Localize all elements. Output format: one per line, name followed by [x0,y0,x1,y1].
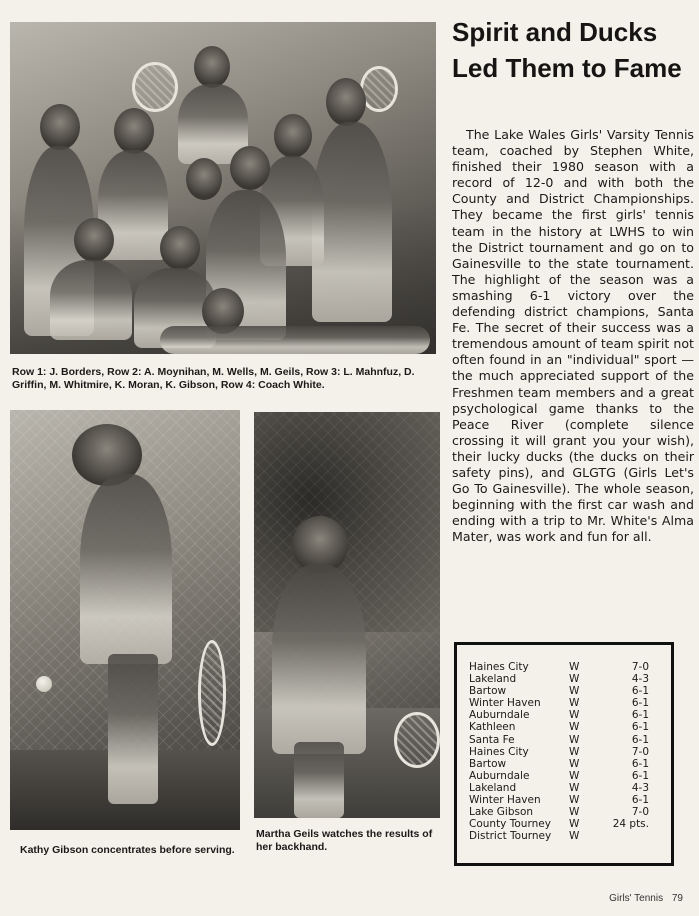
result-row [469,734,661,746]
result-row [469,758,661,770]
result-score: 6-1 [631,769,649,782]
result-opponent: District Tourney [469,830,552,843]
result-opponent: Lakeland [469,781,517,794]
section-name: Girls' Tennis [609,893,664,904]
result-opponent: Kathleen [469,721,516,734]
result-score: 6-1 [631,757,649,770]
result-score: 6-1 [631,709,649,722]
result-row [469,818,661,830]
result-score: 6-1 [631,697,649,710]
page-number: 79 [671,893,683,904]
result-row [469,830,661,842]
result-row [469,685,661,697]
result-opponent: Haines City [469,661,529,673]
result-row [469,806,661,818]
result-opponent: Lake Gibson [469,806,534,819]
result-row [469,770,661,782]
result-opponent: Bartow [469,757,507,770]
result-outcome: W [569,781,580,794]
result-score: 6-1 [631,794,649,807]
result-row [469,794,661,806]
result-score: 4-3 [631,781,649,794]
result-score: 4-3 [631,673,649,686]
result-outcome: W [569,806,580,819]
article-title: Spirit and Ducks Led Them to Fame [452,17,682,83]
result-score: 6-1 [631,721,649,734]
result-row [469,709,661,721]
result-outcome: W [569,757,580,770]
result-row [469,697,661,709]
result-score: 24 pts. [612,818,649,831]
result-row [469,661,661,673]
result-outcome: W [569,697,580,710]
result-outcome: W [569,794,580,807]
backhand-photo [254,412,440,818]
result-score: 6-1 [631,685,649,698]
result-outcome: W [569,709,580,722]
result-opponent: Bartow [469,685,507,698]
result-opponent: Auburndale [469,769,530,782]
result-outcome: W [569,685,580,698]
serving-photo-caption: Kathy Gibson concentrates before serving. [20,844,235,856]
result-score: 6-1 [631,733,649,746]
result-row [469,721,661,733]
backhand-photo-caption: Martha Geils watches the results of her backhand. [256,828,433,853]
team-photo-caption: Row 1: J. Borders, Row 2: A. Moynihan, M. Wells, M. Geils, Row 3: L. Mahnfuz, D. Griffin, M. Whitmire, K. Moran, K. Gibson, Row 4: Coach White. [12,366,415,391]
result-outcome: W [569,769,580,782]
result-score [609,830,661,842]
season-results-box [454,642,674,866]
result-score: 7-0 [631,806,649,819]
result-outcome: W [569,673,580,686]
result-opponent: Winter Haven [469,794,541,807]
result-opponent: Auburndale [469,709,530,722]
result-opponent: Haines City [469,745,529,758]
result-opponent: Winter Haven [469,697,541,710]
result-row [469,746,661,758]
serving-photo [10,410,240,830]
result-row [469,782,661,794]
result-score: 7-0 [631,661,649,673]
result-outcome: W [569,818,580,831]
page-footer [603,893,683,904]
season-results-table [469,661,661,842]
result-score: 7-0 [631,745,649,758]
result-outcome: W [569,721,580,734]
result-opponent: Lakeland [469,673,517,686]
result-outcome: W [569,733,580,746]
team-photo [10,22,436,354]
result-opponent: Santa Fe [469,733,515,746]
result-outcome: W [569,745,580,758]
result-outcome: W [569,661,580,673]
result-opponent: County Tourney [469,818,551,831]
result-outcome: W [569,830,580,843]
result-row [469,673,661,685]
article-body: The Lake Wales Girls' Varsity Tennis team, coached by Stephen White, finished their 1980 season with a record of 12-0 and with both the County and District Championships. They became the first girls' tennis team in the history at LWHS to win the District tournament and go on to Gainesville to the state tournament. The highlight of the season was a smashing 6-1 victory over the defending district champions, Santa Fe. The secret of their success was a tremendous amount of team spirit not often found in an "individual" sport — the much appreciated support of the Freshmen team members and a great psychological game thanks to the Peace River (complete silence crossing it will grant you your wish), their lucky ducks (the ducks on their safety pins), and GLGTG (Girls Let's Go To Gainesville). The whole season, beginning with the first car wash and ending with a trip to Mr. White's Alma Mater, was work and fun for all. [452,127,694,545]
